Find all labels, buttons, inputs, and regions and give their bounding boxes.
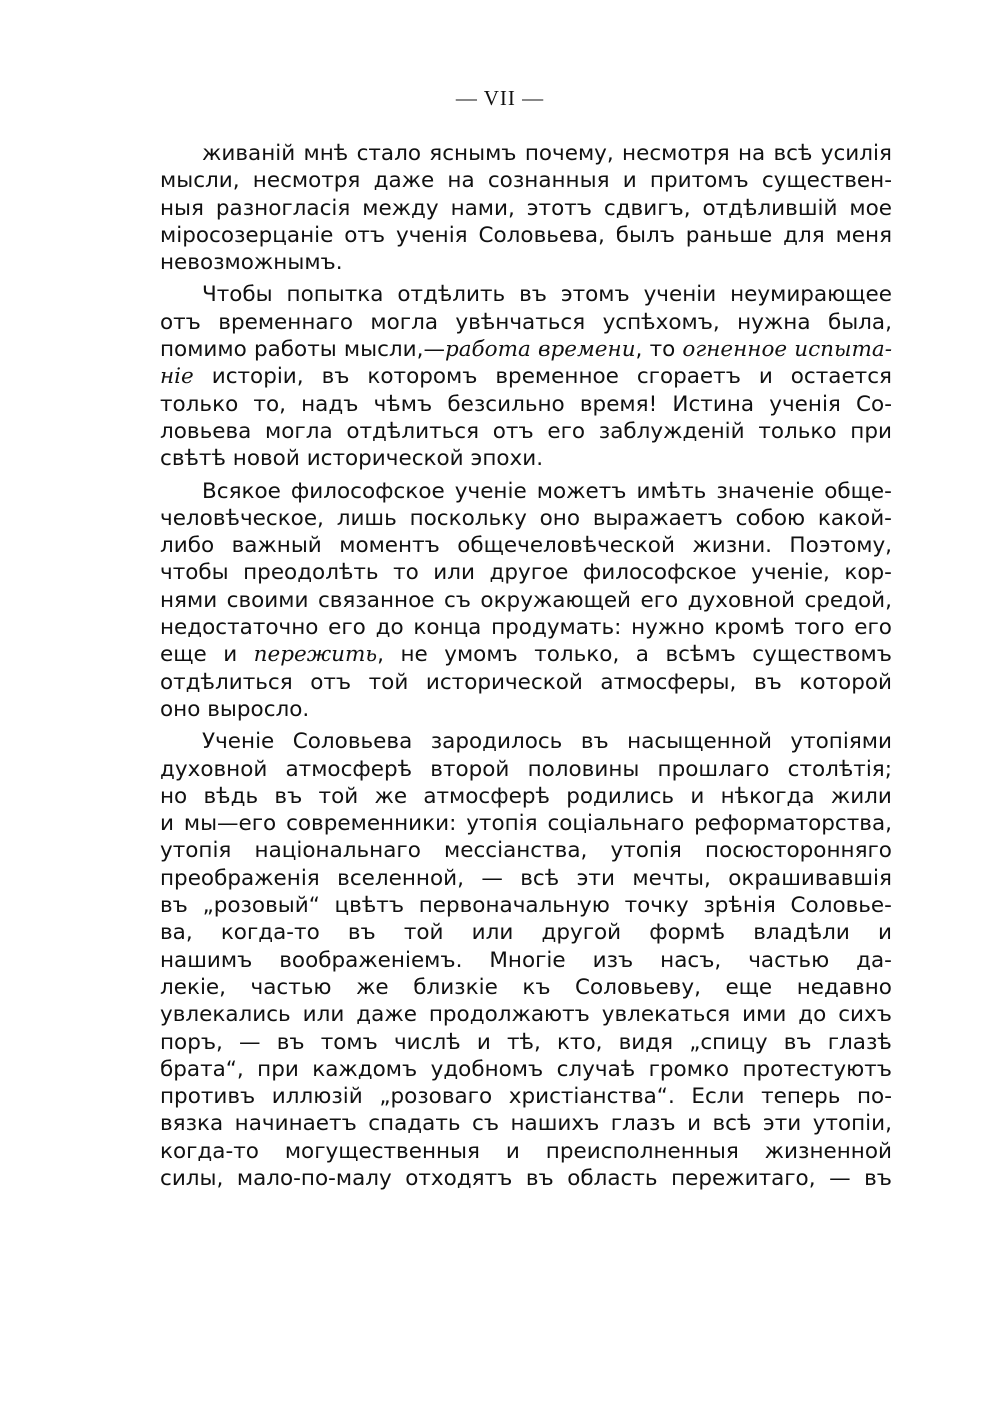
text-line: невозможнымъ. — [160, 250, 343, 276]
text-line: отдѣлиться отъ той исторической атмосферы, въ которой — [160, 669, 892, 695]
text-line: свѣтѣ новой исторической эпохи. — [160, 446, 544, 472]
text-line: въ „розовый“ цвѣтъ первоначальную точку зрѣнія Соловье- — [160, 893, 892, 919]
text-line: нашимъ воображеніемъ. Многіе изъ насъ, частью да- — [160, 947, 892, 973]
text-line: Ученіе Соловьева зародилось въ насыщенной утопіями — [202, 729, 892, 755]
text-line: противъ иллюзій „розоваго христіанства“. Если теперь по- — [160, 1084, 892, 1110]
text-line: увлекались или даже продолжаютъ увлекаться ими до сихъ — [160, 1002, 892, 1028]
text-line: Всякое философское ученіе можетъ имѣть значеніе обще- — [202, 478, 892, 504]
text-line: и мы—его современники: утопія соціальнаго реформаторства, — [160, 811, 892, 837]
text-line: живаній мнѣ стало яснымъ почему, несмотря на всѣ усилія — [202, 141, 892, 166]
paragraph — [160, 728, 892, 1192]
text-line: Чтобы попытка отдѣлить въ этомъ ученіи неумирающее — [202, 282, 892, 308]
text-line: ныя разногласія между нами, этотъ сдвигъ, отдѣлившій мое — [160, 195, 892, 221]
text-line: либо важный моментъ общечеловѣческой жизни. Поэтому, — [160, 533, 892, 559]
paragraph — [160, 281, 892, 472]
text-line: лекіе, частью же близкіе къ Соловьеву, еще недавно — [160, 974, 892, 1000]
text-line: отъ временнаго могла увѣнчаться успѣхомъ, нужна была, — [160, 309, 892, 335]
text-line: вязка начинаетъ спадать съ нашихъ глазъ и всѣ эти утопіи, — [160, 1111, 892, 1137]
text-line: мысли, несмотря даже на сознанныя и притомъ существен- — [160, 168, 892, 194]
text-line: нями своими связанное съ окружающей его духовной средой, — [160, 587, 892, 613]
text-line: только то, надъ чѣмъ безсильно время! Истина ученія Со- — [160, 391, 892, 417]
text-line: духовной атмосферѣ второй половины прошлаго столѣтія; — [160, 756, 892, 782]
text-line: преображенія вселенной, — всѣ эти мечты, окрашивавшія — [160, 865, 892, 891]
text-line: помимо работы мысли,—работа времени, то огненное испыта- — [160, 337, 892, 363]
page-number-header: — VII — — [455, 86, 545, 110]
text-line: оно выросло. — [160, 696, 310, 722]
text-line: брата“, при каждомъ удобномъ случаѣ громко протестуютъ — [160, 1056, 892, 1082]
text-line: но вѣдь въ той же атмосферѣ родились и нѣкогда жили — [160, 783, 892, 809]
text-line: ловьева могла отдѣлиться отъ его заблужденій только при — [160, 418, 892, 444]
text-line: чтобы преодолѣть то или другое философское ученіе, кор- — [160, 560, 892, 586]
text-line: поръ, — въ томъ числѣ и тѣ, кто, видя „спицу въ глазѣ — [160, 1029, 892, 1055]
text-line: когда-то могущественныя и преисполненныя жизненной — [160, 1138, 892, 1164]
text-line: еще и пережить, не умомъ только, а всѣмъ существомъ — [160, 642, 892, 668]
paragraph — [160, 140, 892, 276]
paragraph — [160, 478, 892, 724]
text-line: человѣческое, лишь поскольку оно выражаетъ собою какой- — [160, 505, 892, 531]
text-line: утопія національнаго мессіанства, утопія посюсторонняго — [160, 838, 892, 864]
text-line: силы, мало-по-малу отходятъ въ область пережитаго, — въ — [160, 1165, 892, 1191]
text-line: ва, когда-то въ той или другой формѣ владѣли и — [160, 920, 892, 946]
text-line: недостаточно его до конца продумать: нужно кромѣ того его — [160, 615, 892, 641]
body-text — [160, 140, 892, 1197]
text-line: ніе исторіи, въ которомъ временное сгораетъ и остается — [160, 364, 892, 390]
text-line: міросозерцаніе отъ ученія Соловьева, былъ раньше для меня — [160, 222, 892, 248]
